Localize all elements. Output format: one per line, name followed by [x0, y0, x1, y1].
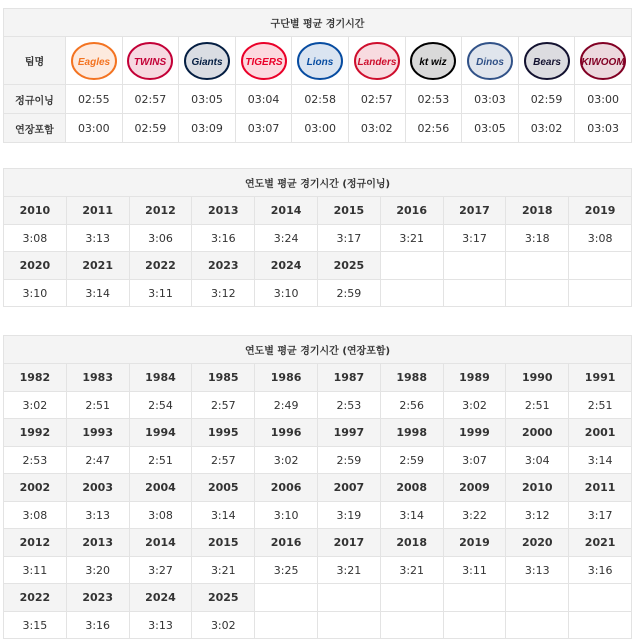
extra-year-time: 3:14: [380, 502, 443, 529]
team-extra-time: 03:00: [292, 114, 349, 143]
extra-year-label: 2021: [569, 529, 632, 557]
extra-year-time: 3:02: [443, 392, 506, 419]
regular-yearly-table: [3, 168, 632, 307]
extra-year-label: 1989: [443, 364, 506, 392]
empty-cell: [506, 252, 569, 280]
regular-year-label: 2021: [66, 252, 129, 280]
empty-cell: [443, 612, 506, 639]
svg-text:KIWOOM: KIWOOM: [581, 56, 625, 68]
bears-logo-icon: [523, 40, 571, 82]
svg-text:Lions: Lions: [306, 56, 334, 68]
extra-year-label: 2001: [569, 419, 632, 447]
regular-year-time: 3:16: [192, 225, 255, 252]
extra-year-label: 2013: [66, 529, 129, 557]
regular-year-time: 3:12: [192, 280, 255, 307]
team-regular-time: 02:58: [292, 85, 349, 114]
svg-text:Landers: Landers: [357, 56, 397, 68]
team-extra-time: 02:59: [122, 114, 179, 143]
regular-year-label: 2012: [129, 197, 192, 225]
regular-year-label: 2016: [380, 197, 443, 225]
team-regular-time: 02:57: [348, 85, 405, 114]
extra-year-time: 3:21: [192, 557, 255, 584]
extra-year-time: 3:13: [129, 612, 192, 639]
extra-year-time: 3:08: [4, 502, 67, 529]
extra-year-label: 2023: [66, 584, 129, 612]
svg-text:kt wiz: kt wiz: [419, 56, 447, 68]
regular-year-time: 3:24: [255, 225, 318, 252]
regular-year-label: 2011: [66, 197, 129, 225]
team-logo-cell: [66, 37, 123, 85]
extra-year-time: 2:51: [66, 392, 129, 419]
extra-year-label: 1990: [506, 364, 569, 392]
regular-year-label: 2015: [317, 197, 380, 225]
regular-year-label: 2017: [443, 197, 506, 225]
empty-cell: [380, 280, 443, 307]
extra-year-time: 3:15: [4, 612, 67, 639]
empty-cell: [443, 252, 506, 280]
extra-year-label: 2008: [380, 474, 443, 502]
regular-year-time: 2:59: [317, 280, 380, 307]
regular-year-time: 3:14: [66, 280, 129, 307]
extra-year-label: 1997: [317, 419, 380, 447]
svg-text:TIGERS: TIGERS: [244, 56, 283, 68]
eagles-logo-icon: [70, 40, 118, 82]
regular-year-label: 2025: [317, 252, 380, 280]
team-logo-cell: [235, 37, 292, 85]
regular-year-time: 3:08: [4, 225, 67, 252]
regular-yearly-title: 연도별 평균 경기시간 (정규이닝): [4, 169, 632, 197]
extra-year-label: 2000: [506, 419, 569, 447]
ktwiz-logo-icon: [409, 40, 457, 82]
regular-year-time: 3:21: [380, 225, 443, 252]
extra-year-label: 2003: [66, 474, 129, 502]
extra-year-time: 2:51: [506, 392, 569, 419]
regular-time-row: [4, 85, 632, 114]
extra-year-label: 2018: [380, 529, 443, 557]
extra-year-time: 2:49: [255, 392, 318, 419]
extra-year-time: 3:27: [129, 557, 192, 584]
extra-year-label: 1988: [380, 364, 443, 392]
extra-year-label: 1992: [4, 419, 67, 447]
extra-year-time: 3:11: [4, 557, 67, 584]
empty-cell: [569, 584, 632, 612]
extra-year-label: 1993: [66, 419, 129, 447]
team-logo-cell: [292, 37, 349, 85]
empty-cell: [506, 612, 569, 639]
svg-text:Giants: Giants: [191, 56, 223, 68]
extra-year-label: 1995: [192, 419, 255, 447]
extra-year-time: 2:51: [569, 392, 632, 419]
regular-year-label: 2024: [255, 252, 318, 280]
regular-year-time: 3:17: [443, 225, 506, 252]
extra-year-time: 3:14: [192, 502, 255, 529]
team-regular-time: 02:55: [66, 85, 123, 114]
regular-year-label: 2014: [255, 197, 318, 225]
regular-year-time: 3:06: [129, 225, 192, 252]
team-logo-cell: [575, 37, 632, 85]
team-logo-row: [4, 37, 632, 85]
empty-cell: [443, 584, 506, 612]
extra-year-label: 2024: [129, 584, 192, 612]
kiwoom-logo-icon: [579, 40, 627, 82]
extra-year-label: 2012: [4, 529, 67, 557]
team-extra-time: 03:02: [348, 114, 405, 143]
team-logo-cell: [518, 37, 575, 85]
svg-text:Eagles: Eagles: [77, 56, 110, 68]
regular-year-label: 2018: [506, 197, 569, 225]
empty-cell: [506, 280, 569, 307]
extra-year-label: 2005: [192, 474, 255, 502]
empty-cell: [255, 584, 318, 612]
extra-year-time: 3:04: [506, 447, 569, 474]
extra-year-time: 3:20: [66, 557, 129, 584]
regular-year-label: 2020: [4, 252, 67, 280]
empty-cell: [255, 612, 318, 639]
extra-year-time: 3:02: [255, 447, 318, 474]
team-extra-time: 03:00: [66, 114, 123, 143]
extra-time-row: [4, 114, 632, 143]
svg-text:TWINS: TWINS: [134, 56, 167, 68]
extra-year-time: 2:57: [192, 447, 255, 474]
extra-year-label: 2022: [4, 584, 67, 612]
regular-year-label: 2013: [192, 197, 255, 225]
team-regular-time: 03:00: [575, 85, 632, 114]
extra-year-label: 2014: [129, 529, 192, 557]
extra-year-time: 3:21: [317, 557, 380, 584]
extra-year-time: 2:57: [192, 392, 255, 419]
extra-year-label: 1983: [66, 364, 129, 392]
team-extra-time: 03:09: [179, 114, 236, 143]
extra-year-time: 3:02: [192, 612, 255, 639]
extra-year-time: 3:10: [255, 502, 318, 529]
twins-logo-icon: [126, 40, 174, 82]
extra-year-time: 2:53: [4, 447, 67, 474]
extra-year-time: 2:56: [380, 392, 443, 419]
extra-year-label: 2010: [506, 474, 569, 502]
extra-year-time: 3:11: [443, 557, 506, 584]
extra-year-time: 3:17: [569, 502, 632, 529]
empty-cell: [317, 612, 380, 639]
dinos-logo-icon: [466, 40, 514, 82]
extra-year-label: 1998: [380, 419, 443, 447]
team-extra-time: 03:07: [235, 114, 292, 143]
extra-year-label: 2016: [255, 529, 318, 557]
extra-year-time: 2:59: [380, 447, 443, 474]
extra-year-time: 3:02: [4, 392, 67, 419]
regular-year-label: 2010: [4, 197, 67, 225]
team-extra-time: 02:56: [405, 114, 462, 143]
extra-year-label: 2019: [443, 529, 506, 557]
extra-year-time: 2:47: [66, 447, 129, 474]
empty-cell: [506, 584, 569, 612]
extra-year-label: 2020: [506, 529, 569, 557]
extra-year-time: 3:07: [443, 447, 506, 474]
extra-year-label: 1984: [129, 364, 192, 392]
row-label-team: 팀명: [4, 37, 66, 85]
extra-year-time: 3:14: [569, 447, 632, 474]
extra-year-time: 3:13: [506, 557, 569, 584]
empty-cell: [443, 280, 506, 307]
team-table-title: 구단별 평균 경기시간: [4, 9, 632, 37]
extra-yearly-title: 연도별 평균 경기시간 (연장포함): [4, 336, 632, 364]
extra-year-time: 3:16: [66, 612, 129, 639]
extra-year-label: 1986: [255, 364, 318, 392]
extra-year-time: 3:08: [129, 502, 192, 529]
empty-cell: [317, 584, 380, 612]
extra-year-time: 2:59: [317, 447, 380, 474]
team-regular-time: 02:57: [122, 85, 179, 114]
extra-year-time: 3:22: [443, 502, 506, 529]
extra-year-label: 1985: [192, 364, 255, 392]
extra-year-time: 3:13: [66, 502, 129, 529]
extra-year-label: 2004: [129, 474, 192, 502]
regular-year-time: 3:10: [4, 280, 67, 307]
extra-year-label: 1999: [443, 419, 506, 447]
empty-cell: [380, 252, 443, 280]
landers-logo-icon: [353, 40, 401, 82]
team-extra-time: 03:02: [518, 114, 575, 143]
svg-text:Bears: Bears: [532, 56, 561, 68]
regular-year-label: 2022: [129, 252, 192, 280]
empty-cell: [569, 280, 632, 307]
empty-cell: [380, 612, 443, 639]
row-label-extra: 연장포함: [4, 114, 66, 143]
regular-year-time: 3:18: [506, 225, 569, 252]
team-logo-cell: [179, 37, 236, 85]
team-logo-cell: [462, 37, 519, 85]
extra-year-label: 1994: [129, 419, 192, 447]
lions-logo-icon: [296, 40, 344, 82]
extra-year-time: 3:21: [380, 557, 443, 584]
regular-year-time: 3:11: [129, 280, 192, 307]
extra-year-time: 3:19: [317, 502, 380, 529]
team-average-time-table: [3, 8, 632, 143]
extra-yearly-table: [3, 335, 632, 639]
regular-year-time: 3:10: [255, 280, 318, 307]
tigers-logo-icon: [240, 40, 288, 82]
regular-year-time: 3:13: [66, 225, 129, 252]
team-extra-time: 03:05: [462, 114, 519, 143]
extra-year-time: 2:53: [317, 392, 380, 419]
empty-cell: [569, 612, 632, 639]
empty-cell: [380, 584, 443, 612]
team-regular-time: 02:59: [518, 85, 575, 114]
row-label-regular: 정규이닝: [4, 85, 66, 114]
team-regular-time: 03:05: [179, 85, 236, 114]
extra-year-label: 2015: [192, 529, 255, 557]
team-logo-cell: [348, 37, 405, 85]
extra-year-label: 1982: [4, 364, 67, 392]
empty-cell: [569, 252, 632, 280]
giants-logo-icon: [183, 40, 231, 82]
extra-year-label: 2025: [192, 584, 255, 612]
team-regular-time: 03:03: [462, 85, 519, 114]
regular-year-label: 2019: [569, 197, 632, 225]
extra-year-label: 2009: [443, 474, 506, 502]
team-logo-cell: [122, 37, 179, 85]
extra-year-label: 1987: [317, 364, 380, 392]
extra-year-label: 2007: [317, 474, 380, 502]
extra-year-label: 1991: [569, 364, 632, 392]
team-logo-cell: [405, 37, 462, 85]
extra-year-time: 2:51: [129, 447, 192, 474]
extra-year-label: 1996: [255, 419, 318, 447]
extra-year-label: 2002: [4, 474, 67, 502]
extra-year-time: 2:54: [129, 392, 192, 419]
team-regular-time: 03:04: [235, 85, 292, 114]
team-extra-time: 03:03: [575, 114, 632, 143]
regular-year-time: 3:08: [569, 225, 632, 252]
extra-year-label: 2017: [317, 529, 380, 557]
regular-year-time: 3:17: [317, 225, 380, 252]
svg-text:Dinos: Dinos: [476, 56, 504, 68]
team-regular-time: 02:53: [405, 85, 462, 114]
extra-year-time: 3:25: [255, 557, 318, 584]
extra-year-time: 3:12: [506, 502, 569, 529]
extra-year-time: 3:16: [569, 557, 632, 584]
extra-year-label: 2006: [255, 474, 318, 502]
regular-year-label: 2023: [192, 252, 255, 280]
extra-year-label: 2011: [569, 474, 632, 502]
